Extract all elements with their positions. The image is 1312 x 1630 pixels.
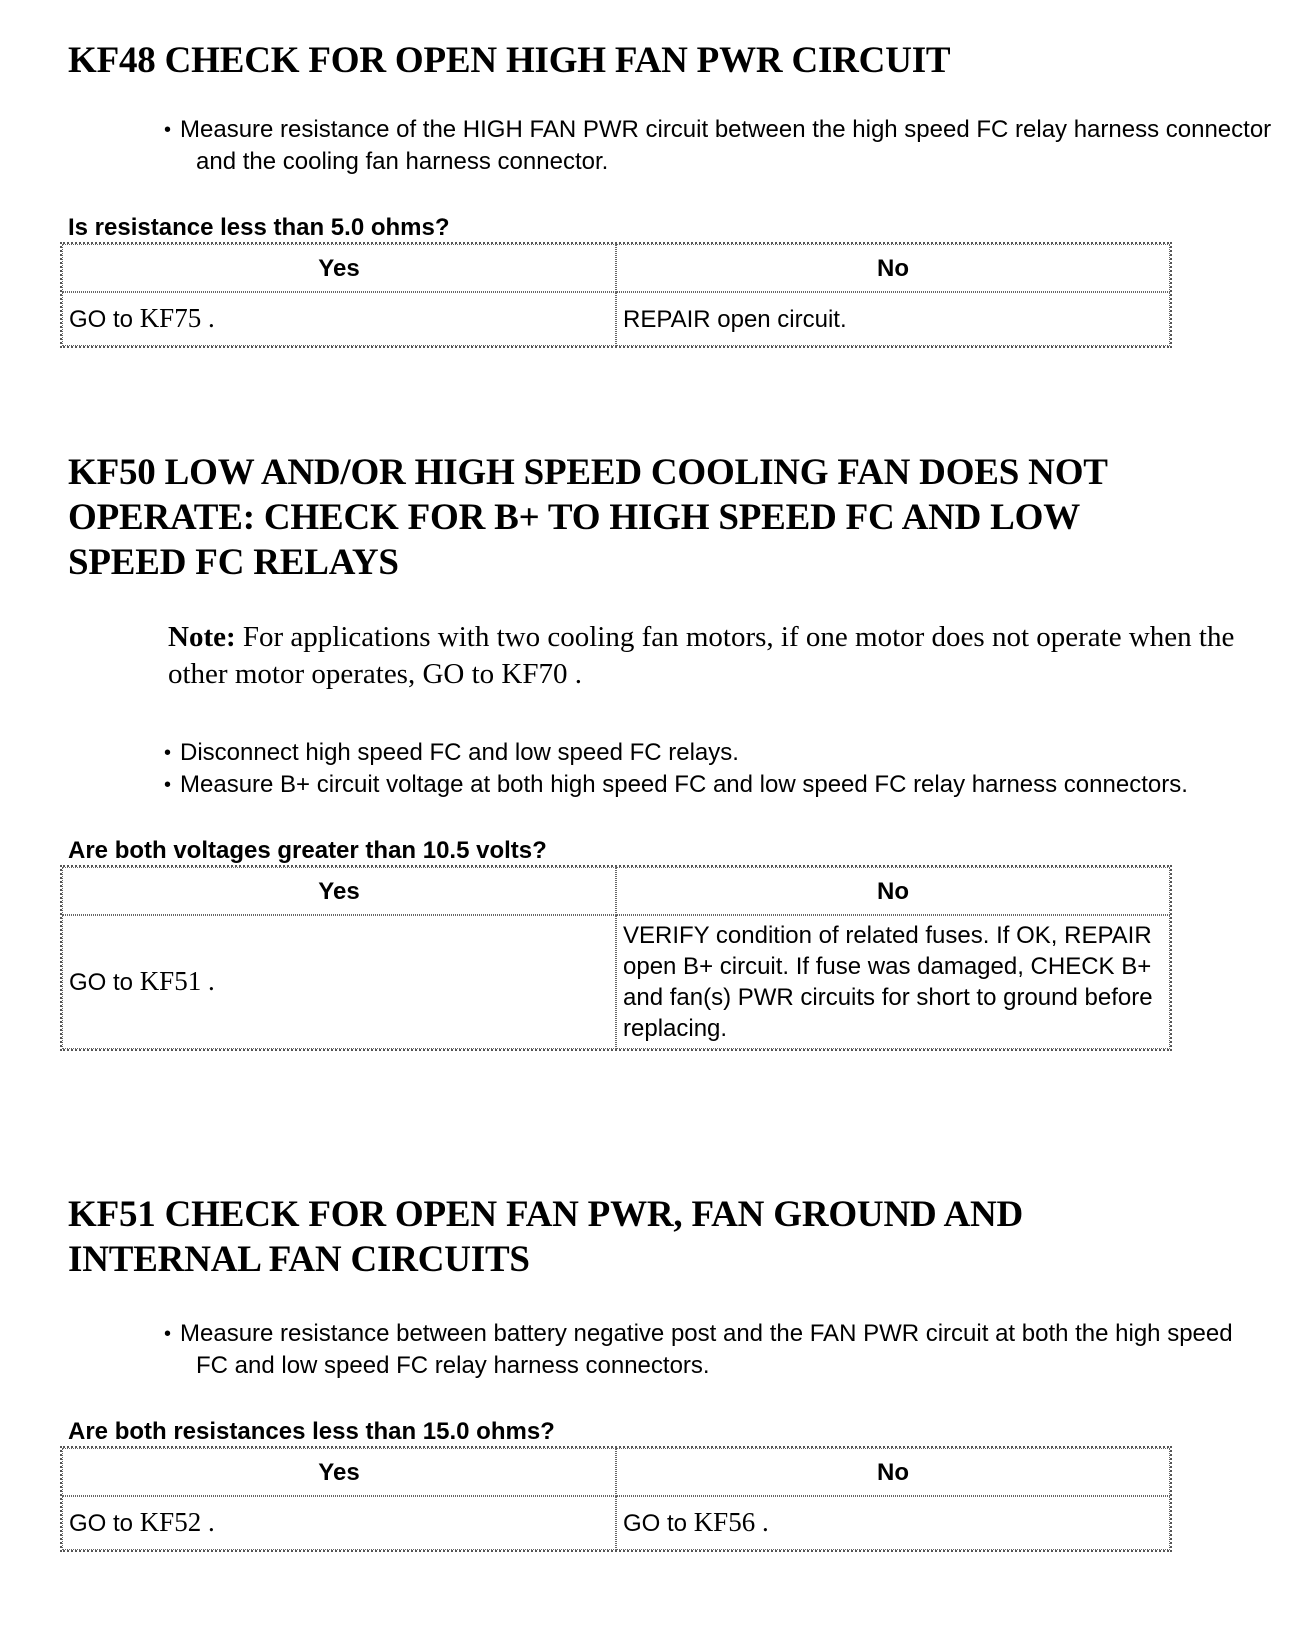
goto-link[interactable]: KF51 [139, 966, 202, 996]
question-text: Are both resistances less than 15.0 ohms? [68, 1418, 555, 1445]
bullet-list [68, 1318, 1248, 1382]
yes-cell: GO to KF75 . [62, 292, 616, 346]
goto-link[interactable]: KF52 [139, 1507, 202, 1537]
answer-table [60, 242, 1172, 348]
section-kf50 [68, 450, 1268, 1051]
bullet-item: • Measure B+ circuit voltage at both high speed FC and low speed FC relay harness connectors. [68, 769, 1188, 801]
question-text: Are both voltages greater than 10.5 volts? [68, 837, 547, 864]
note-label: Note: [168, 621, 236, 653]
no-cell: REPAIR open circuit. [616, 292, 1170, 346]
no-cell: GO to KF56 . [616, 1496, 1170, 1550]
section-kf48 [68, 38, 1312, 348]
yes-cell: GO to KF52 . [62, 1496, 616, 1550]
bullet-item: • Measure resistance between battery negative post and the FAN PWR circuit at both the high speed FC and low speed FC relay harness connectors. [164, 1320, 1233, 1379]
yes-header: Yes [62, 1448, 616, 1496]
answer-table [60, 1446, 1172, 1552]
yes-header: Yes [62, 867, 616, 915]
no-header: No [616, 867, 1170, 915]
bullet-item: • Disconnect high speed FC and low speed FC relays. [68, 737, 1188, 769]
bullet-list [68, 114, 1312, 178]
bullet-icon: • [164, 119, 172, 141]
no-header: No [616, 1448, 1170, 1496]
question-text: Is resistance less than 5.0 ohms? [68, 214, 450, 241]
bullet-item: • Measure resistance of the HIGH FAN PWR circuit between the high speed FC relay harness connector and the cooling fan harness connector. [164, 116, 1272, 175]
bullet-icon: • [164, 1323, 172, 1345]
section-heading: KF51 CHECK FOR OPEN FAN PWR, FAN GROUND AND INTERNAL FAN CIRCUITS [68, 1194, 1024, 1280]
answer-table [60, 865, 1172, 1051]
yes-header: Yes [62, 244, 616, 292]
section-heading: KF48 CHECK FOR OPEN HIGH FAN PWR CIRCUIT [68, 40, 951, 81]
yes-cell: GO to KF51 . [62, 915, 616, 1049]
bullet-icon: • [164, 774, 172, 796]
bullet-icon: • [164, 742, 172, 764]
goto-link[interactable]: KF75 [139, 303, 202, 333]
section-kf51 [68, 1192, 1268, 1552]
no-cell: VERIFY condition of related fuses. If OK, REPAIR open B+ circuit. If fuse was damaged, CHECK B+ and fan(s) PWR circuits for short to ground before replacing. [616, 915, 1170, 1049]
no-header: No [616, 244, 1170, 292]
section-heading: KF50 LOW AND/OR HIGH SPEED COOLING FAN DOES NOT OPERATE: CHECK FOR B+ TO HIGH SPEED FC AND LOW SPEED FC RELAYS [68, 452, 1108, 583]
bullet-list [68, 737, 1188, 801]
goto-link[interactable]: KF56 [693, 1507, 756, 1537]
note-paragraph: Note: For applications with two cooling fan motors, if one motor does not operate when the other motor operates, GO to KF70 . [168, 621, 1235, 690]
